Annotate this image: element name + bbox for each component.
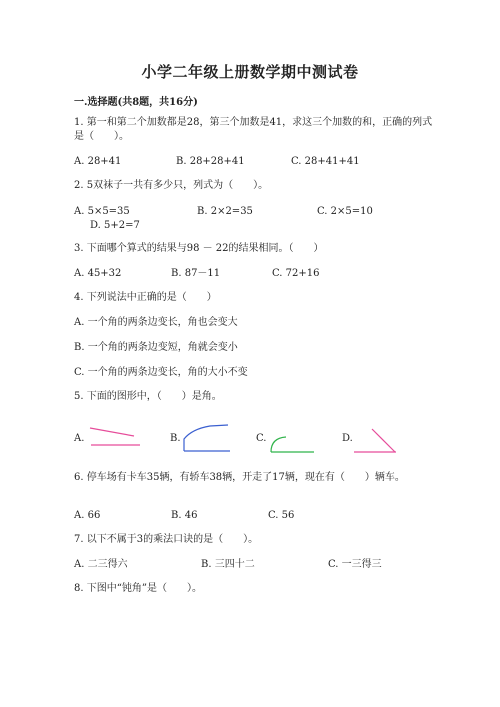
figure-b-curved-line xyxy=(184,425,228,451)
figure-d-angle xyxy=(352,424,402,456)
question-8: 8. 下图中“钝角”是（ ）。 xyxy=(74,583,202,594)
q1-option-a[interactable]: A. 28+41 xyxy=(74,156,122,167)
question-6: 6. 停车场有卡车35辆，有轿车38辆，开走了17辆，现在有（ ）辆车。 xyxy=(74,472,405,483)
question-4: 4. 下列说法中正确的是（ ） xyxy=(74,292,217,303)
q7-option-a[interactable]: A. 二三得六 xyxy=(74,559,128,570)
q3-option-b[interactable]: B. 87－11 xyxy=(171,268,221,279)
q6-option-c[interactable]: C. 56 xyxy=(268,510,295,521)
figure-a-upper-ray xyxy=(90,428,134,436)
q6-option-a[interactable]: A. 66 xyxy=(74,510,101,521)
question-7: 7. 以下不属于3的乘法口诀的是（ ）。 xyxy=(74,534,259,545)
question-5: 5. 下面的图形中，（ ）是角。 xyxy=(74,391,222,402)
q2-option-d[interactable]: D. 5+2=7 xyxy=(90,220,140,231)
question-3: 3. 下面哪个算式的结果与98 － 22的结果相同。（ ） xyxy=(74,243,324,254)
q6-option-b[interactable]: B. 46 xyxy=(171,510,198,521)
q7-option-c[interactable]: C. 一三得三 xyxy=(328,559,382,570)
q5-option-a[interactable]: A. xyxy=(74,433,85,444)
section-heading: 一.选择题(共8题，共16分) xyxy=(74,97,198,108)
q5-option-d[interactable]: D. xyxy=(342,433,353,444)
figure-c-curve xyxy=(266,430,322,456)
q3-option-a[interactable]: A. 45+32 xyxy=(74,268,122,279)
q2-option-a[interactable]: A. 5×5=35 xyxy=(74,206,130,217)
q3-option-c[interactable]: C. 72+16 xyxy=(272,268,320,279)
q4-option-a[interactable]: A. 一个角的两条边变长，角也会变大 xyxy=(74,317,238,328)
q5-option-c[interactable]: C. xyxy=(256,433,267,444)
q4-option-b[interactable]: B. 一个角的两条边变短，角就会变小 xyxy=(74,342,238,353)
figure-b-curve xyxy=(180,424,240,454)
q2-option-b[interactable]: B. 2×2=35 xyxy=(197,206,253,217)
q7-option-b[interactable]: B. 三四十二 xyxy=(201,559,255,570)
page-title: 小学二年级上册数学期中测试卷 xyxy=(141,63,359,81)
figure-d-slanted-ray xyxy=(372,429,395,452)
q1-option-c[interactable]: C. 28+41+41 xyxy=(291,156,360,167)
figure-c-arc xyxy=(271,437,286,452)
question-1: 1. 第一和第二个加数都是28，第三个加数是41，求这三个加数的和，正确的列式是（ ）。 xyxy=(74,117,433,142)
q1-option-b[interactable]: B. 28+28+41 xyxy=(176,156,245,167)
q5-option-b[interactable]: B. xyxy=(170,433,181,444)
figure-a-lines xyxy=(88,424,148,450)
question-2: 2. 5双袜子一共有多少只，列式为（ ）。 xyxy=(74,180,269,191)
q2-option-c[interactable]: C. 2×5=10 xyxy=(317,206,373,217)
q4-option-c[interactable]: C. 一个角的两条边变长，角的大小不变 xyxy=(74,367,248,378)
